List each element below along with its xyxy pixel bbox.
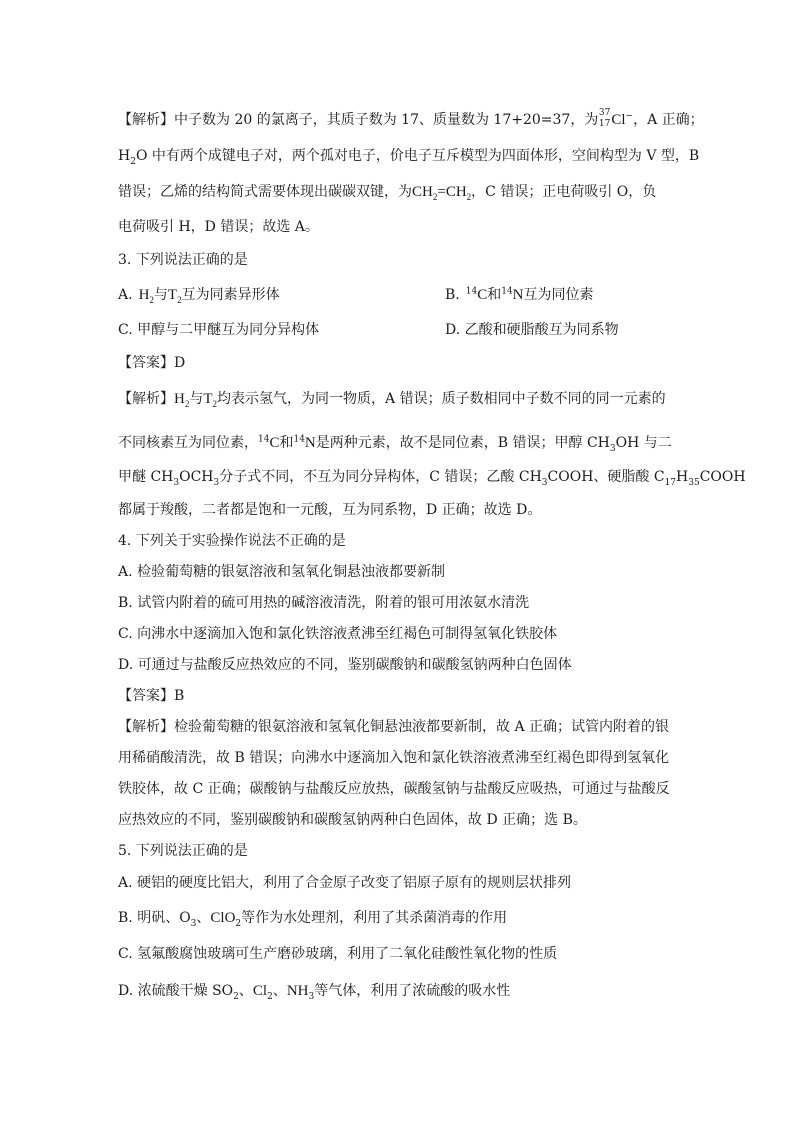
q5-option-c: C. 氢氟酸腐蚀玻璃可生产磨砂玻璃，利用了二氧化硅酸性氧化物的性质 bbox=[118, 946, 558, 962]
q3-analysis-line-3: 甲醚 $CH_3OCH_3$分子式不同，不互为同分异构体，C 错误；乙酸 $CH_3COOH$、硬脂酸 $C_{17}H_{35}COOH$ bbox=[118, 469, 746, 488]
q5-stem: 5. 下列说法正确的是 bbox=[118, 843, 248, 859]
q5-option-b: B. 明矾、$O_3$、ClO$_2$等作为水处理剂，利用了其杀菌消毒的作用 bbox=[118, 910, 508, 929]
q4-analysis-line-2: 用稀硝酸清洗，故 B 错误；向沸水中逐滴加入饱和氯化铁溶液煮沸至红褐色即得到氢氧化 bbox=[118, 750, 670, 766]
q5-option-d: D. 浓硫酸干燥 $SO_2$、$Cl_2$、$NH_3$等气体，利用了浓硫酸的吸水性 bbox=[118, 983, 511, 1002]
q4-analysis-line-1: 【解析】检验葡萄糖的银氨溶液和氢氧化铜悬浊液都要新制，故 A 正确；试管内附着的银 bbox=[118, 719, 670, 735]
q3-option-c: C. 甲醇与二甲醚互为同分异构体 bbox=[118, 322, 320, 338]
q2-analysis-line-4: 电荷吸引 H，D 错误；故选 A。 bbox=[118, 219, 319, 235]
q5-option-a: A. 硬铝的硬度比铝大，利用了合金原子改变了铝原子原有的规则层状排列 bbox=[118, 875, 572, 891]
q2-analysis-line-1: 【解析】中子数为 20 的氯离子，其质子数为 17、质量数为 17+20=37，为 37 17 Cl−，A 正确； bbox=[118, 108, 704, 129]
q3-analysis-line-4: 都属于羧酸，二者都是饱和一元酸，互为同系物，D 正确；故选 D。 bbox=[118, 502, 542, 518]
q4-option-c: C. 向沸水中逐滴加入饱和氯化铁溶液煮沸至红褐色可制得氢氧化铁胶体 bbox=[118, 626, 558, 642]
q4-option-a: A. 检验葡萄糖的银氨溶液和氢氧化铜悬浊液都要新制 bbox=[118, 564, 446, 580]
q3-option-d: D. 乙酸和硬脂酸互为同系物 bbox=[445, 322, 619, 338]
q4-option-d: D. 可通过与盐酸反应热效应的不同，鉴别碳酸钠和碳酸氢钠两种白色固体 bbox=[118, 657, 572, 673]
isotope-notation: 37 17 bbox=[598, 108, 611, 129]
q3-answer: 【答案】D bbox=[118, 355, 186, 371]
q3-option-a: A. $H_2$与$T_2$互为同素异形体 bbox=[118, 287, 280, 305]
q4-option-b: B. 试管内附着的硫可用热的碱溶液清洗，附着的银可用浓氨水清洗 bbox=[118, 595, 530, 611]
q3-option-b: B. $^{14}$C和$^{14}$N互为同位素 bbox=[445, 286, 594, 303]
q3-analysis-line-2: 不同核素互为同位素，$^{14}$C和$^{14}$N是两种元素，故不是同位素，B 错误；甲醇 $CH_3OH$ 与二 bbox=[118, 434, 672, 454]
q4-analysis-line-3: 铁胶体，故 C 正确；碳酸钠与盐酸反应放热，碳酸氢钠与盐酸反应吸热，可通过与盐酸反 bbox=[118, 781, 670, 797]
q4-answer: 【答案】B bbox=[118, 688, 185, 704]
q3-stem: 3. 下列说法正确的是 bbox=[118, 252, 248, 268]
q4-analysis-line-4: 应热效应的不同，鉴别碳酸钠和碳酸氢钠两种白色固体，故 D 正确；选 B。 bbox=[118, 812, 587, 828]
q3-analysis-line-1: 【解析】$H_2$与$T_2$均表示氢气，为同一物质，A 错误；质子数相同中子数不同的同一元素的 bbox=[118, 391, 666, 409]
q2-analysis-line-3: 错误；乙烯的结构简式需要体现出碳碳双键，为$CH_2=CH_2$，C 错误；正电荷吸引 O，负 bbox=[118, 184, 657, 202]
q2-analysis-line-2: $H_2O$ 中有两个成键电子对，两个孤对电子，价电子互斥模型为四面体形，空间构型为 V 型，B bbox=[118, 148, 700, 167]
q4-stem: 4. 下列关于实验操作说法不正确的是 bbox=[118, 533, 346, 549]
